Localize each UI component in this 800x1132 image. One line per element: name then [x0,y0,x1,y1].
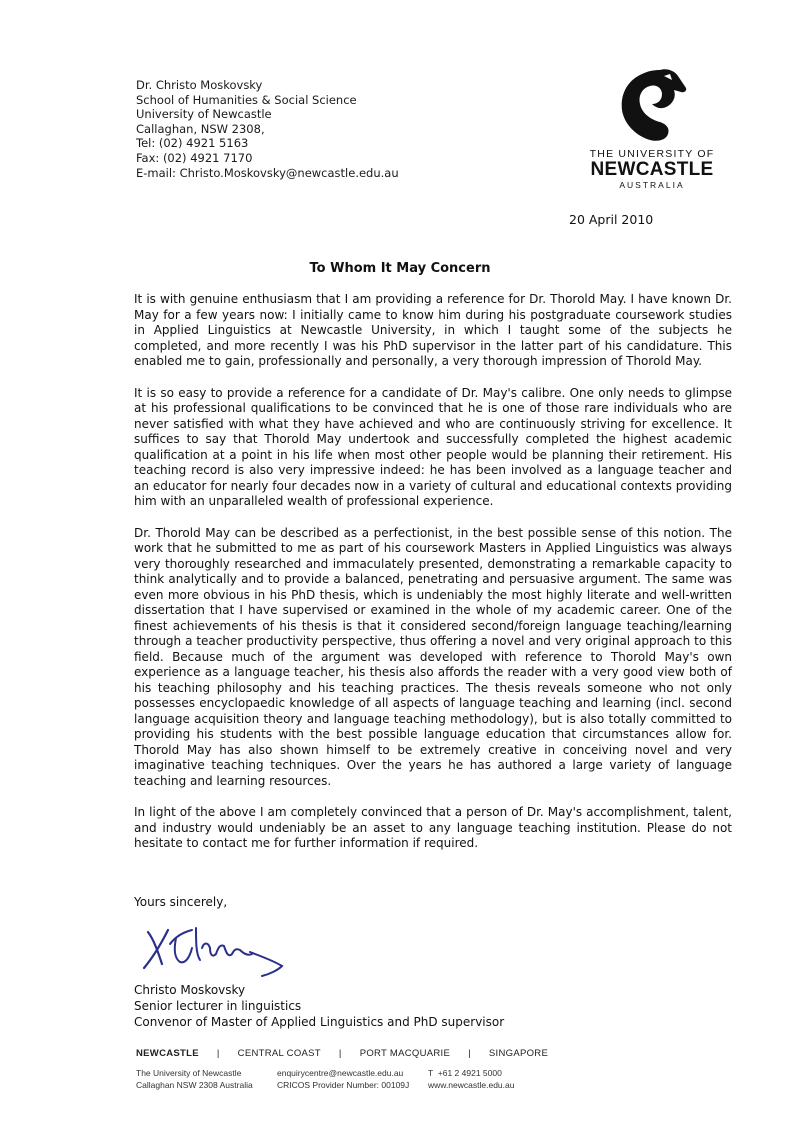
sender-name: Dr. Christo Moskovsky [136,78,263,92]
signatory-name: Christo Moskovsky [134,983,246,997]
footer-website: www.newcastle.edu.au [428,1079,515,1090]
footer-separator: | [338,1048,342,1059]
footer-email: enquirycentre@newcastle.edu.au [277,1068,404,1078]
campus-singapore: SINGAPORE [488,1048,549,1059]
logo-line-1: THE UNIVERSITY OF [589,148,715,160]
letter-body [134,292,732,868]
sender-university: University of Newcastle [136,107,272,122]
campus-port-macquarie: PORT MACQUARIE [359,1048,451,1059]
footer-cricos: CRICOS Provider Number: 00109J [277,1079,410,1090]
sender-email: E-mail: Christo.Moskovsky@newcastle.edu.au [136,165,399,180]
footer-address [136,1068,253,1091]
signatory-title: Senior lecturer in linguistics [134,999,302,1013]
footer-address-line-2: Callaghan NSW 2308 Australia [136,1079,253,1090]
campus-central-coast: CENTRAL COAST [237,1048,321,1059]
footer-contact [277,1068,409,1091]
paragraph-2: It is so easy to provide a reference for a candidate of Dr. May's calibre. One only needs to glimpse at his professional qualifications to be convinced that he is one of those rare individuals who are never satisfied with what they have achieved and who are continuously striving for excellence. It suffices to say that Thorold May undertook and successfully completed the highest academic qualification at a point in his life when most other people would be planning their retirement. His teaching record is also very impressive indeed: he has been involved as a language teacher and an educator for nearly four decades now in a variety of cultural and educational contexts providing him with an unparalleled wealth of professional experience. [134,385,732,508]
sender-address [136,78,399,180]
signatory-block [134,982,504,1030]
letter-date: 20 April 2010 [569,212,654,227]
seahorse-logo-icon [616,66,688,142]
footer-phone-web [428,1068,514,1091]
sender-tel: Tel: (02) 4921 5163 [136,136,249,151]
paragraph-4: In light of the above I am completely convinced that a person of Dr. May's accomplishment, talent, and industry would undeniably be an asset to any language teaching institution. Please do not hesitate to contact me for further information if required. [134,805,732,850]
paragraph-1: It is with genuine enthusiasm that I am providing a reference for Dr. Thorold May. I have known Dr. May for a few years now: I initially came to know him during his postgraduate coursework studies in Applied Linguistics at Newcastle University, in which I taught some of the subjects he completed, and more recently I was his PhD supervisor in the latter part of his candidature. This enabled me to gain, professionally and personally, a very thorough impression of Thorold May. [134,292,732,368]
sender-address-line: Callaghan, NSW 2308, [136,121,265,136]
handwritten-signature [140,918,290,984]
logo-line-2: NEWCASTLE [590,159,714,180]
footer-separator: | [216,1048,220,1059]
footer-phone: T +61 2 4921 5000 [428,1068,502,1078]
university-logo [582,66,722,191]
logo-line-3: AUSTRALIA [619,180,685,190]
letter-heading: To Whom It May Concern [309,261,491,276]
footer-separator: | [468,1048,471,1059]
sender-school: School of Humanities & Social Science [136,92,357,107]
paragraph-3: Dr. Thorold May can be described as a perfectionist, in the best possible sense of this notion. The work that he submitted to me as part of his coursework Masters in Applied Linguistics was always very thoroughly researched and immaculately presented, demonstrating a remarkable capacity to think analytically and to provide a balanced, penetrating and persuasive argument. The same was even more obvious in his PhD thesis, which is undeniably the most highly literate and well-written dissertation that I have supervised or examined in the whole of my academic career. One of the finest achievements of his thesis is that it considered second/foreign language teaching/learning through a teacher productivity perspective, thus offering a novel and very original approach to this field. Because much of the argument was developed with reference to Thorold May's own experience as a language teacher, his thesis also affords the reader with a very good view both of his teaching philosophy and his teaching practices. The thesis reveals someone who not only possesses encyclopaedic knowledge of all aspects of language teaching and learning (incl. second language acquisition theory and language teaching methodology), but is also totally committed to providing his students with the best possible language education that circumstances allow for. Thorold May has also shown himself to be extremely creative in conceiving novel and very imaginative teaching techniques. Over the years he has authored a large variety of language teaching and learning resources. [134,525,732,788]
closing: Yours sincerely, [134,895,228,909]
signatory-role: Convenor of Master of Applied Linguistics and PhD supervisor [134,1015,505,1029]
sender-fax: Fax: (02) 4921 7170 [136,150,253,165]
footer-address-line-1: The University of Newcastle [136,1068,242,1078]
campus-newcastle: NEWCASTLE [136,1048,199,1059]
footer-campuses [136,1048,548,1059]
